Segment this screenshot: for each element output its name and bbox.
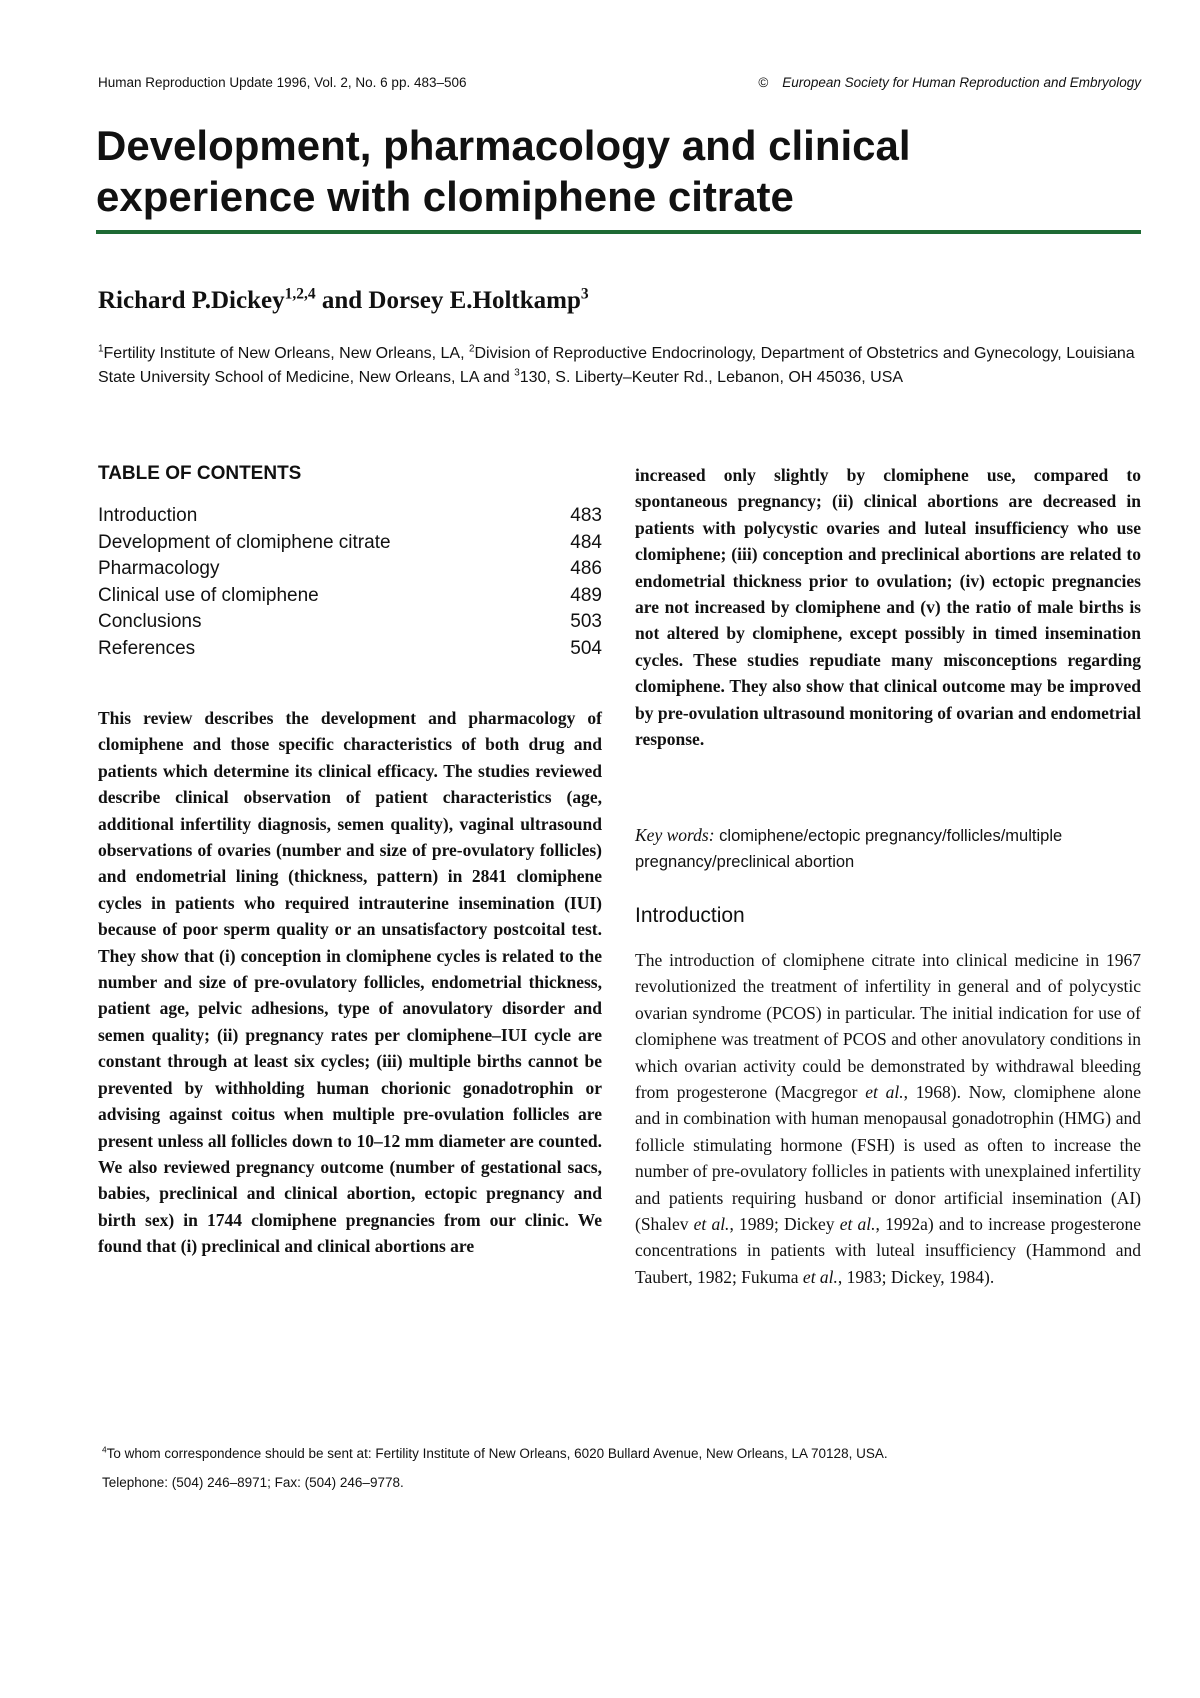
author-2: Dorsey E.Holtkamp — [368, 287, 581, 314]
copyright-notice — [758, 75, 1141, 90]
toc-item-page: 489 — [570, 584, 602, 606]
author-connector: and — [315, 287, 369, 314]
author-2-affiliation-mark: 3 — [580, 285, 589, 303]
title-line-1: Development, pharmacology and clinical — [96, 122, 911, 169]
running-head — [98, 75, 1141, 97]
intro-text-2: , 1968). Now, clomiphene alone and in combination with human menopausal gonadotrophin (HMG) and follicle stimulating hormone (FSH) is used as often to increase the number of pre-ovulatory follicles in patients with unexplained infertility and patients requiring husband or donor artificial insemination (AI) (Shalev — [635, 1082, 1141, 1235]
toc-item — [98, 556, 602, 583]
author-line — [98, 285, 1138, 317]
toc-heading: TABLE OF CONTENTS — [98, 463, 302, 484]
toc-item-label: Development of clomiphene citrate — [98, 531, 391, 553]
toc-item-page: 484 — [570, 531, 602, 553]
keywords-label: Key words: — [635, 825, 715, 845]
contact-numbers: Telephone: (504) 246–8971; Fax: (504) 246–9778. — [102, 1475, 404, 1490]
keywords — [635, 822, 1141, 875]
affiliations — [98, 342, 1143, 390]
affiliation-mark-1: 1 — [98, 343, 104, 355]
footnote-mark: 4 — [102, 1444, 107, 1455]
toc-item-page: 483 — [570, 505, 602, 526]
toc-item-label: Conclusions — [98, 611, 202, 632]
toc-item-page: 503 — [570, 611, 602, 632]
et-al: et al. — [865, 1082, 904, 1103]
introduction-paragraph — [635, 947, 1141, 1290]
table-of-contents — [98, 463, 602, 662]
toc-item — [98, 636, 602, 663]
toc-item — [98, 503, 602, 530]
correspondence-footnote — [102, 1445, 1142, 1463]
journal-reference: Human Reproduction Update 1996, Vol. 2, No. 6 pp. 483–506 — [98, 75, 467, 90]
intro-text-1: The introduction of clomiphene citrate into clinical medicine in 1967 revolutionized the treatment of infertility in general and of polycystic ovarian syndrome (PCOS) in particular. The initial indication for use of clomiphene was treatment of PCOS and other anovulatory conditions in which ovarian activity could be demonstrated by withdrawal bleeding from progesterone (Macgregor — [635, 950, 1141, 1103]
toc-item — [98, 583, 602, 610]
et-al: et al. — [693, 1214, 730, 1235]
et-al: et al. — [802, 1266, 838, 1287]
toc-item-label: References — [98, 637, 196, 659]
article-title — [96, 120, 1146, 222]
author-1: Richard P.Dickey — [98, 287, 285, 314]
toc-item-page: 486 — [570, 558, 602, 579]
title-rule — [96, 230, 1141, 234]
affiliation-text-3: 130, S. Liberty–Keuter Rd., Lebanon, OH 45036, USA — [519, 369, 904, 386]
keywords-text: clomiphene/ectopic pregnancy/follicles/multiple pregnancy/preclinical abortion — [635, 827, 1063, 871]
introduction-heading: Introduction — [635, 904, 745, 927]
toc-item — [98, 609, 602, 636]
affiliation-mark-2: 2 — [468, 343, 475, 355]
affiliation-text-1: Fertility Institute of New Orleans, New Orleans, LA, — [103, 345, 469, 362]
toc-item-label: Introduction — [98, 505, 198, 526]
affiliation-mark-3: 3 — [514, 367, 520, 379]
intro-text-3: , 1989; Dickey — [729, 1214, 840, 1235]
intro-text-5: , 1983; Dickey, 1984). — [837, 1266, 995, 1287]
toc-item-label: Clinical use of clomiphene — [98, 584, 319, 606]
abstract-part-1: This review describes the development and pharmacology of clomiphene and those specific characteristics of both drug and patients which determine its clinical efficacy. The studies reviewed describe clinical observation of patient characteristics (age, additional infertility diagnosis, semen quality), vaginal ultrasound observations of ovaries (number and size of pre-ovulatory follicles) and endometrial lining (thickness, pattern) in 2841 clomiphene cycles in patients who required intrauterine insemination (IUI) because of poor sperm quality or an unsatisfactory postcoital test. They show that (i) conception in clomiphene cycles is related to the number and size of pre-ovulatory follicles, endometrial thickness, patient age, pelvic adhesions, type of anovulatory disorder and semen quality; (ii) pregnancy rates per clomiphene–IUI cycle are constant through at least six cycles; (iii) multiple births cannot be prevented by withholding human chorionic gonadotrophin or advising against coitus when multiple pre-ovulation follicles are present unless all follicles down to 10–12 mm diameter are counted. We also reviewed pregnancy outcome (number of gestational sacs, babies, preclinical and clinical abortion, ectopic pregnancy and birth sex) in 1744 clomiphene pregnancies from our clinic. We found that (i) preclinical and clinical abortions are — [98, 708, 602, 1257]
affiliation-text-2: Division of Reproductive Endocrinology, Department of Obstetrics and Gynecology, Louisiana State University School of Medicine, New Orleans, LA and — [98, 345, 1135, 386]
abstract-part-2: increased only slightly by clomiphene use, compared to spontaneous pregnancy; (ii) clinical abortions are decreased in patients with polycystic ovaries and luteal insufficiency who use clomiphene; (iii) conception and preclinical abortions are related to endometrial thickness prior to ovulation; (iv) ectopic pregnancies are not increased by clomiphene and (v) the ratio of male births is not altered by clomiphene, except possibly in timed insemination cycles. These studies repudiate many misconceptions regarding clomiphene. They also show that clinical outcome may be improved by pre-ovulation ultrasound monitoring of ovarian and endometrial response. — [635, 465, 1141, 750]
toc-item-label: Pharmacology — [98, 558, 220, 579]
copyright-symbol: © — [758, 75, 769, 90]
footnote-text: To whom correspondence should be sent at: Fertility Institute of New Orleans, 6020 Bullard Avenue, New Orleans, LA 70128, USA. — [106, 1446, 888, 1461]
toc-item — [98, 530, 602, 557]
toc-item-page: 504 — [570, 637, 602, 659]
et-al: et al. — [839, 1214, 876, 1235]
title-line-2: experience with clomiphene citrate — [96, 173, 794, 220]
author-1-affiliation-marks: 1,2,4 — [284, 285, 316, 303]
intro-text-4: , 1992a) and to increase progesterone concentrations in patients with luteal insufficiency (Hammond and Taubert, 1982; Fukuma — [635, 1214, 1141, 1287]
copyright-holder: European Society for Human Reproduction and Embryology — [782, 75, 1141, 90]
